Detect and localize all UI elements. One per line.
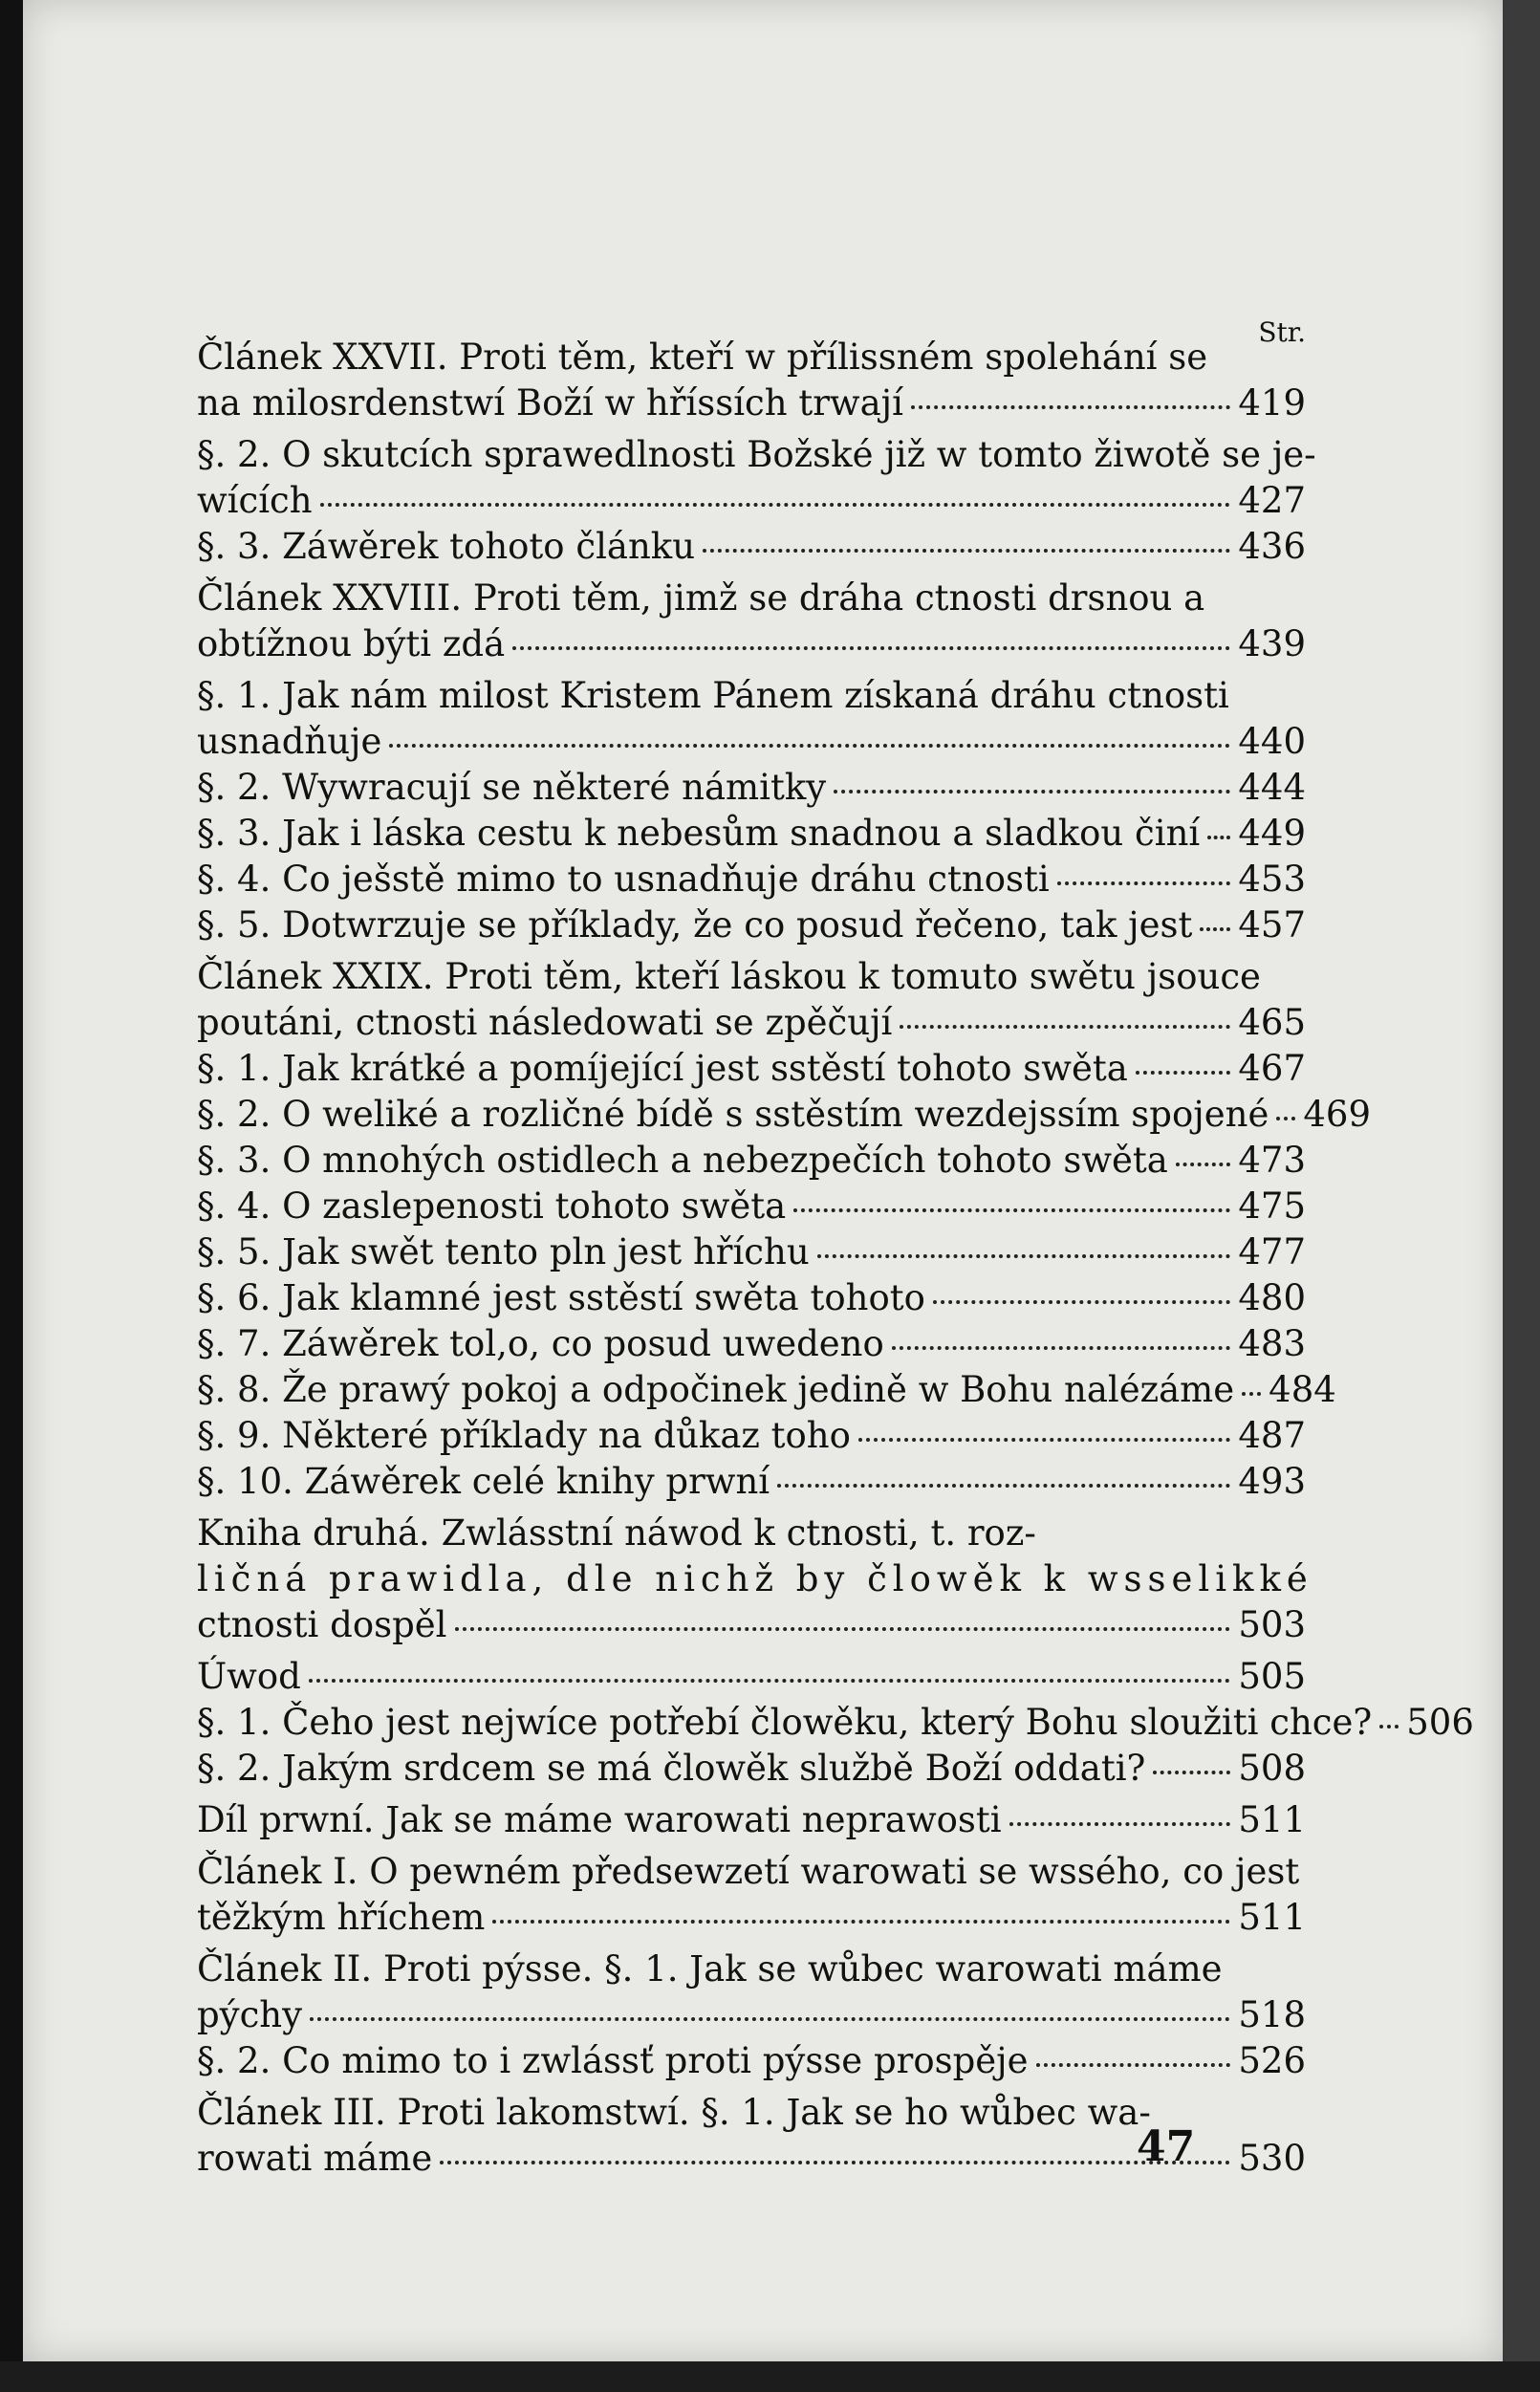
toc-entry-title: §. 1. Jak krátké a pomíjející jest sstěstí tohoto swěta (197, 1048, 1128, 1089)
toc-entry-first-line: Článek XXIX. Proti těm, kteří láskou k tomuto swětu jsouce (197, 956, 1261, 997)
book-binding-edge (0, 0, 23, 2392)
toc-entry-title: ctnosti dospěl (197, 1604, 447, 1645)
toc-entry-title: §. 3. Záwěrek tohoto článku (197, 526, 696, 567)
toc-entry-page: 465 (1238, 1002, 1306, 1043)
toc-entry (197, 1138, 1306, 1184)
dot-leader (817, 1254, 1231, 1258)
toc-entry-title: wících (197, 480, 313, 521)
toc-entry (197, 1511, 1313, 1648)
toc-entry (197, 2038, 1306, 2084)
dot-leader (1009, 1822, 1231, 1826)
dot-leader (900, 1025, 1230, 1029)
toc-entry (197, 954, 1306, 1046)
dot-leader (858, 1438, 1230, 1442)
dot-leader (793, 1208, 1230, 1212)
toc-entry-page: 503 (1238, 1604, 1306, 1645)
toc-entry-page: 526 (1238, 2040, 1306, 2081)
toc-entry-page: 505 (1238, 1656, 1306, 1697)
toc-entry (197, 765, 1306, 811)
dot-leader (1207, 836, 1230, 839)
page-number: 47 (1137, 2122, 1196, 2171)
toc-entry-title: §. 1. Čeho jest nejwíce potřebí člowěku, který Bohu sloužiti chce? (197, 1702, 1373, 1743)
toc-entry-first-line: §. 2. O skutcích sprawedlnosti Božské již w tomto žiwotě se je- (197, 434, 1316, 475)
toc-entry-title: usnadňuje (197, 721, 382, 762)
toc-entry-middle-line: ličná prawidla, dle nichž by člowěk k wsselikké (197, 1558, 1313, 1599)
toc-entry-title: §. 2. Co mimo to i zwlássť proti pýsse prospěje (197, 2040, 1029, 2081)
toc-entry-page: 480 (1238, 1277, 1306, 1318)
toc-entry-title: §. 2. O weliké a rozličné bídě s sstěstím wezdejssím spojené (197, 1094, 1269, 1135)
toc-entry-page: 457 (1238, 904, 1306, 946)
toc-entry-title: §. 4. O zaslepenosti tohoto swěta (197, 1185, 787, 1227)
dot-leader (777, 1484, 1230, 1488)
dot-leader (1379, 1725, 1399, 1729)
toc-entry-page: 419 (1238, 382, 1306, 424)
dot-leader (492, 1920, 1230, 1924)
toc-entry-first-line: Článek III. Proti lakomstwí. §. 1. Jak se ho wůbec wa- (197, 2092, 1151, 2133)
dot-leader (310, 2017, 1230, 2021)
toc-entry-first-line: Článek I. O pewném předsewzetí warowati se wssého, co jest (197, 1851, 1300, 1892)
toc-entry (197, 1700, 1474, 1746)
toc-entry-title: na milosrdenstwí Boží w hříssích trwají (197, 382, 903, 424)
toc-entry (197, 1092, 1371, 1138)
toc-entry-title: §. 2. Jakým srdcem se má člowěk službě Boží oddati? (197, 1748, 1146, 1789)
dot-leader (309, 1679, 1231, 1683)
toc-entry (197, 335, 1306, 426)
toc-entry (197, 1797, 1306, 1843)
page-column-header: Str. (1258, 316, 1306, 348)
toc-entry-first-line: Článek II. Proti pýsse. §. 1. Jak se wůbec warowati máme (197, 1948, 1223, 1990)
dot-leader (320, 503, 1231, 507)
toc-entry-page: 511 (1238, 1799, 1306, 1840)
toc-entry-page: 508 (1238, 1748, 1306, 1789)
toc-entry (197, 432, 1316, 524)
toc-entry-title: pýchy (197, 1994, 303, 2035)
toc-entry-title: obtížnou býti zdá (197, 623, 506, 664)
toc-entry (197, 1367, 1336, 1413)
toc-entry-title: §. 7. Záwěrek tol,o, co posud uwedeno (197, 1323, 884, 1364)
toc-entry-title: poutáni, ctnosti následowati se zpěčují (197, 1002, 893, 1043)
toc-entry-first-line: Kniha druhá. Zwlásstní náwod k ctnosti, t. roz- (197, 1512, 1036, 1554)
toc-entry-first-line: Článek XXVIII. Proti těm, jimž se dráha ctnosti drsnou a (197, 577, 1205, 619)
dot-leader (440, 2161, 1230, 2164)
toc-entry-title: §. 5. Dotwrzuje se příklady, že co posud řečeno, tak jest (197, 904, 1193, 946)
toc-entry-page: 449 (1238, 813, 1306, 854)
toc-entry-page: 511 (1238, 1897, 1306, 1938)
toc-entry-title: Díl prwní. Jak se máme warowati neprawosti (197, 1799, 1002, 1840)
toc-entry-title: §. 6. Jak klamné jest sstěstí swěta tohoto (197, 1277, 925, 1318)
toc-entry-page: 484 (1269, 1369, 1336, 1410)
toc-entry-page: 440 (1238, 721, 1306, 762)
toc-entry (197, 1321, 1306, 1367)
book-page (23, 0, 1503, 2361)
toc-entry (197, 902, 1306, 948)
toc-entry (197, 1046, 1306, 1092)
toc-entry (197, 1229, 1306, 1275)
dot-leader (1057, 881, 1231, 885)
toc-entry-title: Úwod (197, 1656, 301, 1697)
toc-entry-title: §. 5. Jak swět tento pln jest hříchu (197, 1231, 810, 1272)
toc-entry-page: 475 (1238, 1185, 1306, 1227)
toc-entry (197, 576, 1306, 667)
dot-leader (455, 1627, 1231, 1631)
toc-entry-first-line: Článek XXVII. Proti těm, kteří w přílissném spolehání se (197, 337, 1208, 378)
dot-leader (1242, 1392, 1261, 1396)
dot-leader (1276, 1117, 1295, 1120)
toc-entry (197, 1275, 1306, 1321)
toc-entry-page: 439 (1238, 623, 1306, 664)
toc-entry-title: §. 3. O mnohých ostidlech a nebezpečích tohoto swěta (197, 1140, 1168, 1181)
dot-leader (389, 744, 1230, 748)
toc-entry-page: 469 (1303, 1094, 1371, 1135)
dot-leader (1153, 1771, 1230, 1774)
toc-entry-page: 477 (1238, 1231, 1306, 1272)
toc-entry-first-line: §. 1. Jak nám milost Kristem Pánem získaná dráhu ctnosti (197, 675, 1229, 716)
toc-entry-title: §. 10. Záwěrek celé knihy prwní (197, 1461, 770, 1502)
toc-entry (197, 1413, 1306, 1459)
toc-entry (197, 1849, 1306, 1941)
toc-entry-title: §. 2. Wywracují se některé námitky (197, 767, 827, 808)
toc-entry (197, 524, 1306, 570)
toc-entry (197, 1459, 1306, 1505)
dot-leader (892, 1346, 1231, 1350)
toc-entry (197, 1654, 1306, 1700)
dot-leader (911, 405, 1230, 409)
dot-leader (1200, 927, 1230, 931)
toc-entry (197, 1946, 1306, 2038)
toc-entry-title: §. 9. Některé příklady na důkaz toho (197, 1415, 851, 1456)
dot-leader (933, 1300, 1231, 1304)
table-of-contents (197, 316, 1474, 2182)
toc-entry (197, 1746, 1306, 1792)
scan-right-edge (1503, 0, 1540, 2392)
toc-entry-title: těžkým hříchem (197, 1897, 486, 1938)
dot-leader (834, 790, 1230, 794)
toc-entry (197, 811, 1306, 857)
toc-entry-title: rowati máme (197, 2138, 433, 2179)
dot-leader (512, 646, 1230, 650)
toc-entry-page: 506 (1406, 1702, 1474, 1743)
toc-entry-page: 467 (1238, 1048, 1306, 1089)
toc-entry-page: 487 (1238, 1415, 1306, 1456)
toc-entry-page: 530 (1238, 2138, 1306, 2179)
toc-entry-page: 436 (1238, 526, 1306, 567)
toc-entry (197, 673, 1306, 765)
toc-entry-page: 427 (1238, 480, 1306, 521)
dot-leader (1176, 1163, 1231, 1166)
dot-leader (703, 549, 1230, 553)
toc-entry-page: 444 (1238, 767, 1306, 808)
toc-entry-title: §. 8. Že prawý pokoj a odpočinek jedině w Bohu nalézáme (197, 1369, 1235, 1410)
toc-entry-page: 493 (1238, 1461, 1306, 1502)
toc-entry-page: 473 (1238, 1140, 1306, 1181)
dot-leader (1036, 2063, 1231, 2067)
toc-entry-page: 483 (1238, 1323, 1306, 1364)
toc-entry-page: 518 (1238, 1994, 1306, 2035)
toc-entry-title: §. 4. Co ješstě mimo to usnadňuje dráhu ctnosti (197, 859, 1050, 900)
scan-bottom-edge (0, 2361, 1540, 2392)
dot-leader (1136, 1071, 1231, 1075)
toc-entry-title: §. 3. Jak i láska cestu k nebesům snadnou a sladkou činí (197, 813, 1201, 854)
toc-entry (197, 1184, 1306, 1229)
toc-entry (197, 857, 1306, 902)
toc-entry-page: 453 (1238, 859, 1306, 900)
